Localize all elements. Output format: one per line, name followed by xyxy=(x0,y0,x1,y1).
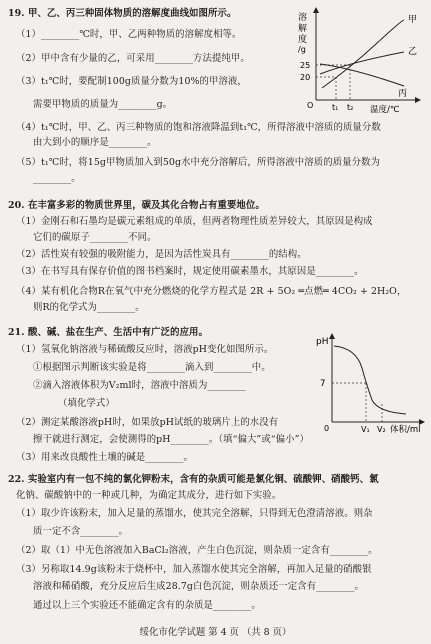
y-label-2: 解 xyxy=(298,24,308,34)
ph-graph xyxy=(306,330,430,445)
q19-part5a: （5）t₁℃时，将15g甲物质加入到50g水中充分溶解后，所得溶液中溶质的质量分数为 xyxy=(16,157,381,168)
q19-stem: 19. 甲、乙、丙三种固体物质的溶解度曲线如图所示。 xyxy=(8,8,237,19)
solubility-graph xyxy=(292,4,428,116)
q21-part1-1: ①根据图示判断该实验是将________滴入到________中。 xyxy=(33,362,271,373)
q22-stem-a: 22. 实验室内有一包不纯的氯化钾粉末，含有的杂质可能是氯化铜、硫酸钾、硝酸钙、氯 xyxy=(8,474,379,485)
y-label-3: 度 xyxy=(298,35,308,45)
q22-part3c: 通过以上三个实验还不能确定含有的杂质是________。 xyxy=(33,600,261,611)
series-jia-label: 甲 xyxy=(408,15,418,25)
curve-yi xyxy=(320,52,404,74)
curve-bing xyxy=(320,64,404,86)
q22-part1b: 质一定不含________。 xyxy=(33,526,129,537)
q20-part3: （3）在书写具有保存价值的图书档案时，规定使用碳素墨水，其原因是________。 xyxy=(16,266,364,277)
ph-x-tick-v2: V₂ xyxy=(377,425,386,434)
q19-part2: （2）甲中含有少量的乙，可采用________方法提纯甲。 xyxy=(16,53,250,64)
q22-part2: （2）取（1）中无色溶液加入BaCl₂溶液，产生白色沉淀，则杂质一定含有________。 xyxy=(16,545,378,556)
tick-25: 25 xyxy=(300,61,311,70)
origin-label: O xyxy=(307,101,314,110)
x-tick-t2: t₂ xyxy=(347,103,354,112)
q19-part1: （1）________℃时，甲、乙两种物质的溶解度相等。 xyxy=(16,29,242,40)
q19-part5b: ________。 xyxy=(33,173,81,184)
q21-part3: （3）用来改良酸性土壤的碱是________。 xyxy=(16,452,194,463)
q22-part3b: 溶液和稀硝酸，充分反应后生成28.7g白色沉淀，则杂质还一定含有________。 xyxy=(33,581,364,592)
ph-origin: 0 xyxy=(324,424,330,433)
series-yi-label: 乙 xyxy=(408,47,418,57)
q20-part1a: （1）金刚石和石墨均是碳元素组成的单质，但两者物理性质差异较大，其原因是构成 xyxy=(16,216,373,227)
page-footer: 绥化市化学试题 第 4 页 （共 8 页） xyxy=(139,627,292,638)
q19-part4a: （4）t₁℃时，甲、乙、丙三种物质的饱和溶液降温到t₁℃，所得溶液中溶质的质量分数 xyxy=(16,122,381,133)
q19-part3a: （3）t₁℃时，要配制100g质量分数为10%的甲溶液， xyxy=(16,76,247,87)
q19-part3b: 需要甲物质的质量为________g。 xyxy=(33,99,173,110)
q21-part1-2b: （填化学式） xyxy=(58,398,115,409)
q20-stem: 20. 在丰富多彩的物质世界里，碳及其化合物占有重要地位。 xyxy=(8,200,265,211)
y-unit: /g xyxy=(298,45,306,54)
q21-stem: 21. 酸、碱、盐在生产、生活中有广泛的应用。 xyxy=(8,327,209,338)
q20-part4b: 则R的化学式为________。 xyxy=(33,302,145,313)
x-tick-t1: t₁ xyxy=(332,103,339,112)
y-label-1: 溶 xyxy=(298,13,308,23)
q22-part3a: （3）另称取14.9g该粉末于烧杯中，加入蒸馏水使其完全溶解，再加入足量的硝酸银 xyxy=(16,564,372,575)
ph-curve xyxy=(334,346,406,414)
x-label: 温度/℃ xyxy=(370,105,400,115)
q19-part4b: 由大到小的顺序是________。 xyxy=(33,137,157,148)
ph-tick-7: 7 xyxy=(320,379,326,389)
q20-part4a: （4）某有机化合物R在氧气中充分燃烧的化学方程式是 2R + 5O₂ ═点燃═ 4CO₂ + 2H₂O， xyxy=(16,286,407,297)
tick-20: 20 xyxy=(300,73,311,82)
q21-part2b: 擦干就进行测定，会使测得的pH________。（填“偏大”或“偏小”） xyxy=(33,434,310,445)
ph-x-label: 体积/ml xyxy=(390,425,421,435)
q21-part1: （1）氢氧化钠溶液与稀硫酸反应时，溶液pH变化如图所示。 xyxy=(16,344,274,355)
q21-part1-2a: ②滴入溶液体积为V₂ml时，溶液中溶质为________ xyxy=(33,380,246,391)
q20-part1b: 它们的碳原子________不同。 xyxy=(33,232,157,243)
ph-x-tick-v1: V₁ xyxy=(361,425,370,434)
q21-part2a: （2）测定某酸溶液pH时，如果放pH试纸的玻璃片上的水没有 xyxy=(16,417,279,428)
q22-part1a: （1）取少许该粉末，加入足量的蒸馏水，使其完全溶解，只得到无色澄清溶液。则杂 xyxy=(16,508,373,519)
series-bing-label: 丙 xyxy=(398,89,408,99)
q20-part2: （2）活性炭有较强的吸附能力，是因为活性炭具有________的结构。 xyxy=(16,249,307,260)
q22-stem-b: 化钠、碳酸钠中的一种或几种，为确定其成分，进行如下实验。 xyxy=(16,490,282,501)
ph-y-label: pH xyxy=(316,337,329,347)
